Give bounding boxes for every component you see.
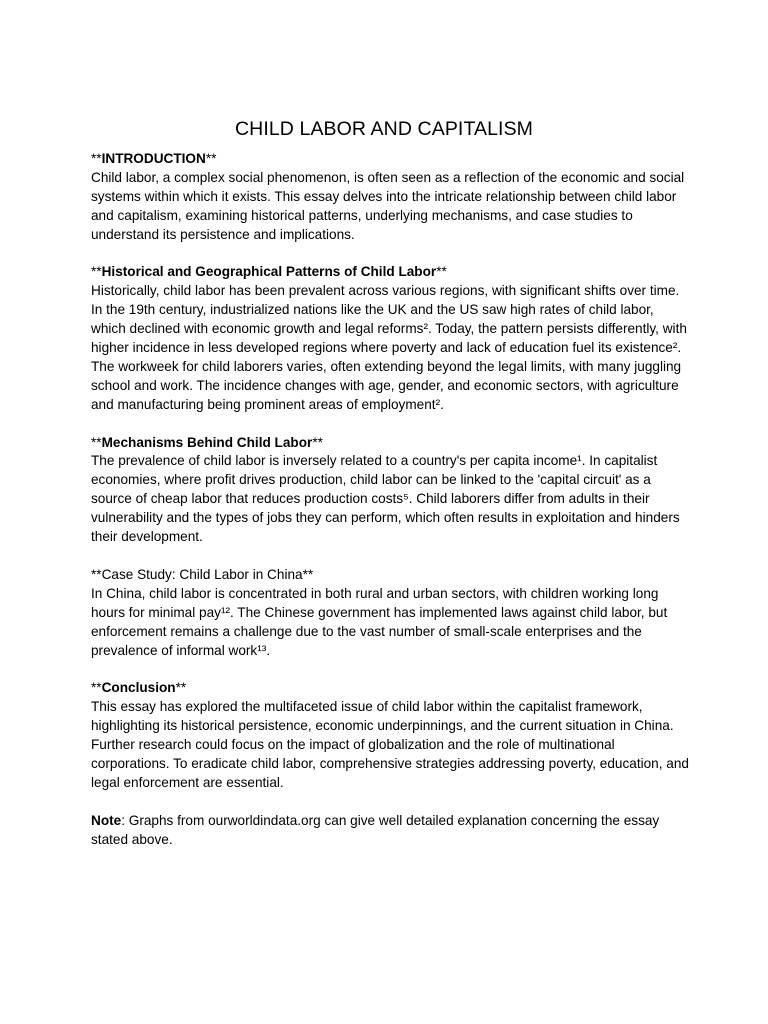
document-body — [91, 150, 691, 868]
section-heading — [91, 679, 691, 698]
note-text: : Graphs from ourworldindata.org can give well detailed explanation concerning the essay stated above. — [91, 812, 660, 847]
section-conclusion — [91, 679, 691, 792]
heading-suffix: ** — [175, 680, 187, 696]
section-heading — [91, 263, 691, 282]
section-introduction — [91, 150, 691, 245]
heading-prefix: ** — [91, 680, 102, 696]
section-heading — [91, 150, 691, 169]
heading-suffix: ** — [312, 434, 323, 450]
note-paragraph — [91, 812, 691, 850]
section-mechanisms — [91, 434, 691, 547]
section-paragraph: Historically, child labor has been prevalent across various regions, with significant shifts over time. In the 19th century, industrialized nations like the UK and the US saw high rates of child labor, which declined with economic growth and legal reforms². Today, the pattern persists differently, with higher incidence in less developed regions where poverty and lack of education fuel its existence². The workweek for child laborers varies, often extending beyond the legal limits, with many juggling school and work. The incidence changes with age, gender, and economic sectors, with agriculture and manufacturing being prominent areas of employment². — [91, 283, 687, 412]
heading-bold: Conclusion — [101, 680, 176, 696]
heading-bold: Mechanisms Behind Child Labor — [101, 434, 313, 450]
heading-prefix: **Case Study: Child Labor in China** — [91, 566, 314, 582]
document-title: CHILD LABOR AND CAPITALISM — [234, 118, 534, 140]
heading-suffix: ** — [205, 151, 217, 166]
heading-bold: Historical and Geographical Patterns of Child Labor — [101, 264, 437, 280]
heading-prefix: ** — [91, 264, 102, 280]
section-paragraph: The prevalence of child labor is inversely related to a country's per capita income¹. In capitalist economies, where profit drives production, child labor can be linked to the 'capital circuit' as a source of cheap labor that reduces production costs⁵. Child laborers differ from adults in their vulnerability and the types of jobs they can perform, which often results in exploitation and hinders their development. — [91, 453, 680, 545]
note-label: Note — [91, 812, 122, 828]
section-paragraph: This essay has explored the multifaceted issue of child labor within the capitalist framework, highlighting its historical persistence, economic underpinnings, and the current situation in China. Further research could focus on the impact of globalization and the role of multinational corporations. To eradicate child labor, comprehensive strategies addressing poverty, education, and legal enforcement are essential. — [91, 699, 689, 790]
heading-prefix: ** — [91, 151, 102, 166]
section-paragraph: In China, child labor is concentrated in both rural and urban sectors, with children working long hours for minimal pay¹². The Chinese government has implemented laws against child labor, but enforcement remains a challenge due to the vast number of small-scale enterprises and the prevalence of informal work¹³. — [91, 585, 668, 658]
section-heading — [91, 566, 691, 585]
section-paragraph: Child labor, a complex social phenomenon, is often seen as a reflection of the economic and social systems within which it exists. This essay delves into the intricate relationship between child labor and capitalism, examining historical patterns, underlying mechanisms, and case studies to understand its persistence and implications. — [91, 169, 685, 242]
section-heading — [91, 434, 691, 453]
heading-prefix: ** — [91, 434, 102, 450]
section-case-study — [91, 566, 691, 661]
heading-suffix: ** — [436, 264, 447, 280]
heading-bold: INTRODUCTION — [101, 151, 206, 166]
section-historical-patterns — [91, 263, 691, 414]
note-section — [91, 812, 691, 850]
